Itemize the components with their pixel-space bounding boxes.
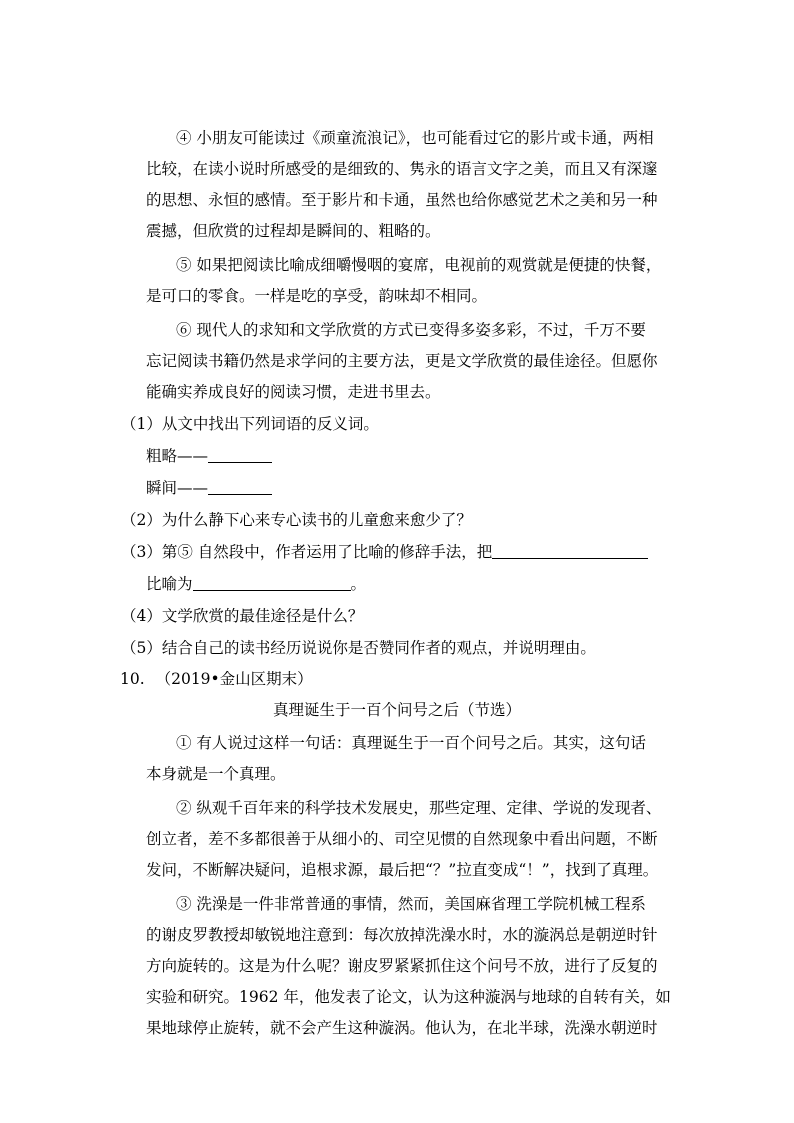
question-5: （5）结合自己的读书经历说说你是否赞同作者的观点，并说明理由。	[121, 639, 596, 657]
p10-paragraph-1-line-2: 本身就是一个真理。	[146, 765, 286, 783]
paragraph-4-line-3: 的思想、永恒的感情。至于影片和卡通，虽然也给你感觉艺术之美和另一种	[146, 191, 658, 209]
p10-paragraph-3-line-5: 果地球停止旋转，就不会产生这种漩涡。他认为，在北半球，洗澡水朝逆时	[146, 1019, 658, 1037]
paragraph-6-line-1: ⑥ 现代人的求知和文学欣赏的方式已变得多姿多彩，不过，千万不要	[176, 321, 646, 339]
question-1: （1）从文中找出下列词语的反义词。	[121, 415, 379, 433]
question-1a-label: 粗略——	[146, 447, 209, 465]
p10-paragraph-1-line-1: ① 有人说过这样一句话：真理诞生于一百个问号之后。其实，这句话	[176, 734, 646, 752]
question-1b-label: 瞬间——	[146, 479, 209, 497]
answer-blank-1a[interactable]	[208, 446, 272, 463]
paragraph-6-line-2: 忘记阅读书籍仍然是求学问的主要方法，更是文学欣赏的最佳途径。但愿你	[146, 352, 658, 370]
question-2: （2）为什么静下心来专心读书的儿童愈来愈少了？	[121, 511, 472, 529]
answer-blank-3b[interactable]	[193, 574, 351, 591]
passage-title: 真理诞生于一百个问号之后（节选）	[272, 701, 521, 719]
question-10-header	[120, 669, 313, 689]
paragraph-4-line-2: 比较，在读小说时所感受的是细致的、隽永的语言文字之美，而且又有深邃	[146, 160, 658, 178]
p10-paragraph-2-line-3: 发问，不断解决疑问，追根求源，最后把“？”拉直变成“！”，找到了真理。	[146, 861, 659, 879]
question-3-end: 。	[350, 575, 367, 593]
paragraph-4-line-1: ④ 小朋友可能读过《顽童流浪记》，也可能看过它的影片或卡通，两相	[176, 129, 654, 147]
p10-paragraph-2-line-2: 创立者，差不多都很善于从细小的、司空见惯的自然现象中看出问题，不断	[146, 830, 658, 848]
p10-paragraph-3-line-3: 方向旋转的。这是为什么呢？谢皮罗紧紧抓住这个问号不放，进行了反复的	[146, 957, 658, 975]
paragraph-5-line-1: ⑤ 如果把阅读比喻成细嚼慢咽的宴席，电视前的观赏就是便捷的快餐，	[176, 256, 662, 274]
p10-paragraph-3-line-2: 的谢皮罗教授却敏锐地注意到：每次放掉洗澡水时，水的漩涡总是朝逆时针	[146, 926, 658, 944]
p10-paragraph-2-line-1: ② 纵观千百年来的科学技术发展史，那些定理、定律、学说的发现者、	[176, 799, 662, 817]
p10-paragraph-3-line-4: 实验和研究。1962 年，他发表了论文，认为这种漩涡与地球的自转有关，如	[146, 988, 671, 1006]
p10-paragraph-3-line-1: ③ 洗澡是一件非常普通的事情，然而，美国麻省理工学院机械工程系	[176, 895, 646, 913]
paragraph-4-line-4: 震撼，但欣赏的过程却是瞬间的、粗略的。	[146, 222, 441, 240]
question-1a-row	[146, 446, 272, 466]
answer-blank-1b[interactable]	[208, 478, 272, 495]
question-3-row-1	[121, 542, 648, 562]
question-4: （4）文学欣赏的最佳途径是什么？	[121, 607, 364, 625]
question-1b-row	[146, 478, 272, 498]
paragraph-6-line-3: 能确实养成良好的阅读习惯，走进书里去。	[146, 383, 441, 401]
question-3-row-2	[146, 574, 366, 594]
paragraph-5-line-2: 是可口的零食。一样是吃的享受，韵味却不相同。	[146, 287, 488, 305]
question-source: （2019•金山区期末）	[155, 670, 313, 688]
question-number: 10.	[120, 670, 145, 688]
question-3-text-2: 比喻为	[146, 575, 193, 593]
question-3-text: （3）第⑤ 自然段中，作者运用了比喻的修辞手法，把	[121, 543, 493, 561]
answer-blank-3a[interactable]	[492, 542, 648, 559]
